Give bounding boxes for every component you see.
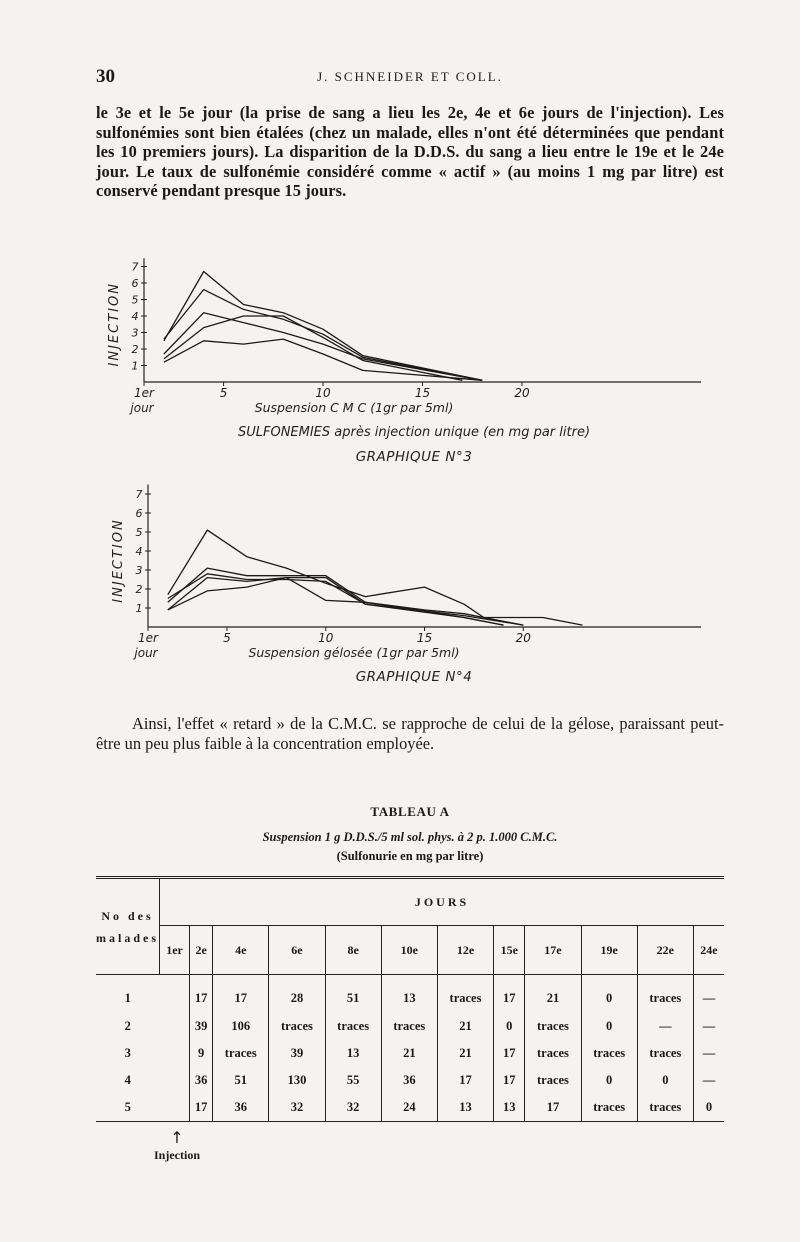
table-body	[96, 975, 724, 1122]
jours-header: JOURS	[160, 878, 725, 926]
table-cell: 51	[325, 975, 381, 1014]
table-cell: 51	[213, 1067, 269, 1094]
table-cell: 39	[190, 1013, 213, 1040]
x-tick-label: 15	[414, 386, 431, 400]
day-header-4: 6e	[269, 926, 325, 975]
table-cell: 13	[381, 975, 437, 1014]
chart-subtitle: SULFONEMIES après injection unique (en mg par litre)	[237, 425, 591, 440]
paragraph-2: Ainsi, l'effet « retard » de la C.M.C. se rapproche de celui de la gélose, paraissant peut-être un peu plus faible à la concentration employée.	[96, 714, 724, 753]
table-cell: 17	[190, 1094, 213, 1122]
table-cell: 0	[705, 1100, 713, 1114]
table-cell: 36	[213, 1094, 269, 1122]
up-arrow-icon: ↑	[170, 1128, 184, 1147]
table-cell: traces	[525, 1040, 581, 1067]
table-cell: 0	[581, 1067, 637, 1094]
day-header-3: 4e	[213, 926, 269, 975]
x-tick-label: 1er	[138, 631, 158, 645]
x-first-sublabel: jour	[134, 646, 158, 660]
x-tick-label: 20	[514, 386, 530, 400]
table-cell: 21	[437, 1040, 493, 1067]
x-axis-label: Suspension gélosée (1gr par 5ml)	[248, 645, 460, 660]
table-row	[96, 1067, 724, 1094]
y-tick-label: 1	[135, 602, 143, 615]
series-line-4	[168, 574, 524, 625]
table-cell: —	[702, 1046, 716, 1060]
y-axis-label: INJECTION	[107, 282, 122, 367]
table-cell: 39	[269, 1040, 325, 1067]
table-cell: 17	[494, 1067, 525, 1094]
x-tick-label: 5	[219, 386, 228, 400]
x-tick-label: 15	[416, 631, 433, 645]
table-cell: —	[702, 1019, 716, 1033]
y-tick-label: 3	[131, 326, 139, 340]
day-header-8: 15e	[494, 926, 525, 975]
graphique-4	[96, 465, 736, 700]
day-header-10: 19e	[581, 926, 637, 975]
y-tick-label: 7	[131, 260, 139, 274]
x-first-sublabel: jour	[130, 401, 154, 415]
table-cell: 32	[269, 1094, 325, 1122]
table-cell: traces	[581, 1040, 637, 1067]
patient-number: 2	[124, 1019, 131, 1033]
table-row	[96, 1040, 724, 1067]
table-cell: 106	[213, 1013, 269, 1040]
table-cell: 13	[325, 1040, 381, 1067]
chart-title: GRAPHIQUE N°3	[355, 449, 473, 465]
table-cell: 36	[190, 1067, 213, 1094]
table-cell: 21	[525, 975, 581, 1014]
table-cell	[160, 975, 190, 1014]
table-cell: 32	[325, 1094, 381, 1122]
table-cell: traces	[213, 1040, 269, 1067]
table-cell: 21	[381, 1040, 437, 1067]
table-cell	[160, 1094, 190, 1122]
y-tick-label: 7	[135, 488, 143, 501]
table-cell: 130	[269, 1067, 325, 1094]
table-unit: (Sulfonurie en mg par litre)	[336, 849, 484, 863]
table-cell: 13	[494, 1094, 525, 1122]
table-cell: traces	[637, 975, 693, 1014]
y-tick-label: 2	[131, 343, 139, 356]
table-cell: traces	[525, 1067, 581, 1094]
table-cell: 13	[437, 1094, 493, 1122]
day-header-9: 17e	[525, 926, 581, 975]
table-cell: traces	[637, 1040, 693, 1067]
running-header	[96, 66, 724, 90]
table-cell: —	[702, 990, 716, 1005]
day-header-5: 8e	[325, 926, 381, 975]
table-subtitle: Suspension 1 g D.D.S./5 ml sol. phys. à 2 p. 1.000 C.M.C.	[262, 830, 558, 844]
table-cell: 28	[269, 975, 325, 1014]
y-tick-label: 1	[131, 359, 139, 373]
table-cell: traces	[637, 1094, 693, 1122]
patient-number: 1	[124, 990, 131, 1005]
y-tick-label: 3	[135, 564, 143, 577]
table-row	[96, 975, 724, 1014]
paragraph-1: le 3e et le 5e jour (la prise de sang a lieu les 2e, 4e et 6e jours de l'injection). Les sulfonémies sont bien étalées (chez un malade, elles n'ont été déterminées que pendant les 10 premiers jours). La disparition de la D.D.S. du sang a lieu entre le 19e et le 24e jour. Le taux de sulfonémie considéré comme « actif » (au moins 1 mg par litre) est conservé pendant presque 15 jours.	[96, 103, 724, 201]
table-cell: 17	[437, 1067, 493, 1094]
injection-marker	[142, 1130, 212, 1163]
day-header-2: 2e	[190, 926, 213, 975]
graphique-3	[96, 240, 736, 472]
y-axis-label: INJECTION	[111, 518, 126, 603]
table-cell: 17	[213, 975, 269, 1014]
table-cell: 17	[494, 975, 525, 1014]
table-cell: traces	[437, 975, 493, 1014]
chart-title: GRAPHIQUE N°4	[355, 669, 473, 685]
table-cell: 36	[381, 1067, 437, 1094]
running-title: J. SCHNEIDER ET COLL.	[317, 69, 503, 84]
table-cell: traces	[269, 1013, 325, 1040]
graphique-3-chart	[96, 240, 736, 472]
table-cell: 17	[494, 1040, 525, 1067]
x-tick-label: 5	[223, 631, 231, 645]
table-cell: 17	[190, 975, 213, 1014]
table-cell: 24	[381, 1094, 437, 1122]
table-cell	[160, 1040, 190, 1067]
x-tick-label: 1er	[134, 386, 154, 400]
day-header-7: 12e	[437, 926, 493, 975]
table-row	[96, 1094, 724, 1122]
injection-label: Injection	[154, 1148, 200, 1162]
y-tick-label: 5	[135, 526, 143, 539]
table-cell: 17	[525, 1094, 581, 1122]
table-cell: traces	[581, 1094, 637, 1122]
table-cell: 0	[494, 1013, 525, 1040]
patient-number: 4	[124, 1073, 131, 1087]
table-cell: traces	[381, 1013, 437, 1040]
table-cell: 0	[581, 975, 637, 1014]
x-tick-label: 10	[318, 631, 334, 645]
table-cell: traces	[525, 1013, 581, 1040]
table-cell: 9	[190, 1040, 213, 1067]
tableau-a	[96, 876, 724, 1122]
table-cell: traces	[325, 1013, 381, 1040]
x-axis-label: Suspension C M C (1gr par 5ml)	[254, 400, 454, 415]
x-tick-label: 20	[515, 631, 531, 645]
patient-number: 5	[124, 1100, 131, 1114]
table-cell: 0	[581, 1013, 637, 1040]
table-cell: 55	[325, 1067, 381, 1094]
table-cell: —	[637, 1013, 693, 1040]
table-row	[96, 1013, 724, 1040]
days-header-row	[96, 926, 724, 975]
day-header-1: 1er	[160, 926, 190, 975]
row-header: No des malades	[96, 878, 160, 975]
y-tick-label: 6	[131, 277, 139, 290]
series-line-2	[164, 290, 482, 381]
page-number: 30	[96, 66, 115, 87]
day-header-12: 24e	[693, 926, 724, 975]
y-tick-label: 6	[135, 507, 143, 520]
y-tick-label: 5	[131, 293, 139, 307]
day-header-6: 10e	[381, 926, 437, 975]
table-cell: 0	[637, 1067, 693, 1094]
graphique-4-chart	[96, 465, 736, 700]
table-cell	[160, 1067, 190, 1094]
x-tick-label: 10	[315, 386, 331, 400]
table-cell	[160, 1013, 190, 1040]
patient-number: 3	[124, 1046, 131, 1060]
y-tick-label: 4	[131, 310, 139, 323]
table-cell: 21	[437, 1013, 493, 1040]
y-tick-label: 2	[135, 583, 143, 596]
table-cell: —	[702, 1073, 716, 1087]
day-header-11: 22e	[637, 926, 693, 975]
table-title: TABLEAU A	[370, 804, 450, 819]
y-tick-label: 4	[135, 545, 143, 558]
